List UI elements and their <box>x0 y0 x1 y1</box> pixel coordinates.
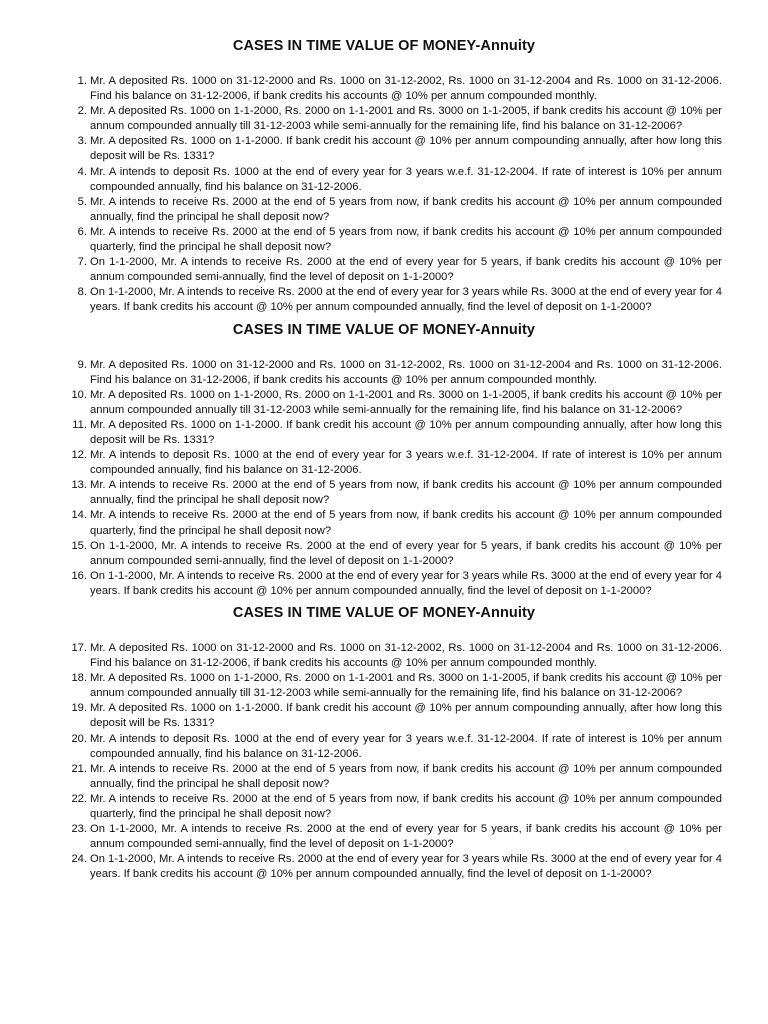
case-number: 3. <box>77 135 87 148</box>
case-item <box>46 671 722 701</box>
case-item <box>46 418 722 448</box>
case-item <box>46 641 722 671</box>
case-item <box>46 104 722 134</box>
case-text: Mr. A deposited Rs. 1000 on 31-12-2000 and Rs. 1000 on 31-12-2002, Rs. 1000 on 31-12-2004 and Rs. 1000 on 31-12-2006. Find his balance on 31-12-2006, if bank credits his accounts @ 10% per annum compounded monthly. <box>90 642 722 670</box>
case-text: Mr. A deposited Rs. 1000 on 31-12-2000 and Rs. 1000 on 31-12-2002, Rs. 1000 on 31-12-2004 and Rs. 1000 on 31-12-2006. Find his balance on 31-12-2006, if bank credits his accounts @ 10% per annum compounded monthly. <box>90 75 722 103</box>
case-number: 19. <box>71 702 87 715</box>
case-number: 15. <box>71 539 87 552</box>
case-text: On 1-1-2000, Mr. A intends to receive Rs. 2000 at the end of every year for 3 years while Rs. 3000 at the end of every year for 4 years. If bank credits his account @ 10% per annum compounded annually, find the level of deposit on 1-1-2000? <box>90 853 722 881</box>
case-number: 12. <box>71 449 87 462</box>
case-item <box>46 478 722 508</box>
case-number: 8. <box>77 286 87 299</box>
case-item <box>46 569 722 599</box>
case-text: On 1-1-2000, Mr. A intends to receive Rs. 2000 at the end of every year for 5 years, if bank credits his account @ 10% per annum compounded semi-annually, find the level of deposit on 1-1-2000? <box>90 539 722 567</box>
case-list <box>46 74 722 316</box>
case-item <box>46 165 722 195</box>
section-title: CASES IN TIME VALUE OF MONEY-Annuity <box>232 38 536 54</box>
case-item <box>46 358 722 388</box>
case-text: Mr. A intends to deposit Rs. 1000 at the end of every year for 3 years w.e.f. 31-12-2004. If rate of interest is 10% per annum compounded annually, find his balance on 31-12-2006. <box>90 165 722 193</box>
case-item <box>46 792 722 822</box>
case-text: Mr. A intends to deposit Rs. 1000 at the end of every year for 3 years w.e.f. 31-12-2004. If rate of interest is 10% per annum compounded annually, find his balance on 31-12-2006. <box>90 732 722 760</box>
case-text: Mr. A intends to receive Rs. 2000 at the end of 5 years from now, if bank credits his account @ 10% per annum compounded quarterly, find the principal he shall deposit now? <box>90 792 722 821</box>
case-item <box>46 852 722 882</box>
case-item <box>46 225 722 255</box>
case-text: Mr. A deposited Rs. 1000 on 1-1-2000, Rs. 2000 on 1-1-2001 and Rs. 3000 on 1-1-2005, if bank credits his account @ 10% per annum compounded annually till 31-12-2003 while semi-annually for the remaining life, find his balance on 31-12-2006? <box>90 105 722 133</box>
case-number: 14. <box>71 509 87 522</box>
case-section <box>46 38 722 316</box>
case-number: 1. <box>77 75 87 87</box>
case-number: 9. <box>77 358 87 371</box>
case-number: 16. <box>71 569 87 582</box>
section-title: CASES IN TIME VALUE OF MONEY-Annuity <box>232 605 536 621</box>
case-item <box>46 539 722 569</box>
case-number: 13. <box>71 479 87 492</box>
case-text: Mr. A deposited Rs. 1000 on 31-12-2000 and Rs. 1000 on 31-12-2002, Rs. 1000 on 31-12-2004 and Rs. 1000 on 31-12-2006. Find his balance on 31-12-2006, if bank credits his accounts @ 10% per annum compounded monthly. <box>90 358 722 386</box>
case-text: On 1-1-2000, Mr. A intends to receive Rs. 2000 at the end of every year for 5 years, if bank credits his account @ 10% per annum compounded semi-annually, find the level of deposit on 1-1-2000? <box>90 256 722 284</box>
case-item <box>46 195 722 225</box>
case-number: 22. <box>71 792 87 805</box>
case-text: Mr. A intends to deposit Rs. 1000 at the end of every year for 3 years w.e.f. 31-12-2004. If rate of interest is 10% per annum compounded annually, find his balance on 31-12-2006. <box>90 449 722 477</box>
case-number: 4. <box>77 165 87 178</box>
case-number: 11. <box>72 418 87 431</box>
case-text: Mr. A deposited Rs. 1000 on 1-1-2000, Rs. 2000 on 1-1-2001 and Rs. 3000 on 1-1-2005, if bank credits his account @ 10% per annum compounded annually till 31-12-2003 while semi-annually for the remaining life, find his balance on 31-12-2006? <box>90 672 722 700</box>
section-title: CASES IN TIME VALUE OF MONEY-Annuity <box>232 321 536 338</box>
case-list <box>46 641 722 883</box>
case-number: 20. <box>71 732 87 745</box>
case-list <box>46 358 722 600</box>
case-item <box>46 448 722 478</box>
case-number: 24. <box>71 853 87 866</box>
case-number: 7. <box>77 256 87 269</box>
case-text: Mr. A intends to receive Rs. 2000 at the end of 5 years from now, if bank credits his account @ 10% per annum compounded quarterly, find the principal he shall deposit now? <box>90 509 722 537</box>
case-item <box>46 255 722 285</box>
case-item <box>46 732 722 762</box>
case-text: On 1-1-2000, Mr. A intends to receive Rs. 2000 at the end of every year for 3 years while Rs. 3000 at the end of every year for 4 years. If bank credits his account @ 10% per annum compounded annually, find the level of deposit on 1-1-2000? <box>90 569 722 597</box>
case-text: Mr. A intends to receive Rs. 2000 at the end of 5 years from now, if bank credits his account @ 10% per annum compounded quarterly, find the principal he shall deposit now? <box>90 225 722 254</box>
case-item <box>46 508 722 538</box>
case-text: Mr. A deposited Rs. 1000 on 1-1-2000. If bank credit his account @ 10% per annum compounding annually, after how long this deposit will be Rs. 1331? <box>90 135 722 163</box>
case-text: Mr. A deposited Rs. 1000 on 1-1-2000. If bank credit his account @ 10% per annum compounding annually, after how long this deposit will be Rs. 1331? <box>90 418 722 446</box>
case-number: 21. <box>71 762 87 775</box>
case-item <box>46 822 722 852</box>
case-text: Mr. A deposited Rs. 1000 on 1-1-2000. If bank credit his account @ 10% per annum compounding annually, after how long this deposit will be Rs. 1331? <box>90 702 722 730</box>
case-number: 5. <box>77 195 87 208</box>
case-item <box>46 74 722 104</box>
case-item <box>46 762 722 792</box>
case-text: Mr. A intends to receive Rs. 2000 at the end of 5 years from now, if bank credits his account @ 10% per annum compounded annually, find the principal he shall deposit now? <box>90 195 722 223</box>
case-text: Mr. A deposited Rs. 1000 on 1-1-2000, Rs. 2000 on 1-1-2001 and Rs. 3000 on 1-1-2005, if bank credits his account @ 10% per annum compounded annually till 31-12-2003 while semi-annually for the remaining life, find his balance on 31-12-2006? <box>90 388 722 416</box>
case-text: On 1-1-2000, Mr. A intends to receive Rs. 2000 at the end of every year for 3 years while Rs. 3000 at the end of every year for 4 years. If bank credits his account @ 10% per annum compounded annually, find the level of deposit on 1-1-2000? <box>90 286 722 314</box>
case-number: 23. <box>71 823 87 836</box>
case-item <box>46 134 722 164</box>
case-item <box>46 285 722 315</box>
case-section <box>46 605 722 883</box>
case-number: 17. <box>71 642 87 654</box>
case-number: 2. <box>77 105 87 118</box>
case-item <box>46 388 722 418</box>
case-section <box>46 322 722 600</box>
case-number: 18. <box>71 672 87 685</box>
case-text: Mr. A intends to receive Rs. 2000 at the end of 5 years from now, if bank credits his account @ 10% per annum compounded annually, find the principal he shall deposit now? <box>90 479 722 507</box>
case-number: 6. <box>77 225 87 238</box>
case-text: On 1-1-2000, Mr. A intends to receive Rs. 2000 at the end of every year for 5 years, if bank credits his account @ 10% per annum compounded semi-annually, find the level of deposit on 1-1-2000? <box>90 823 722 851</box>
case-item <box>46 701 722 731</box>
case-text: Mr. A intends to receive Rs. 2000 at the end of 5 years from now, if bank credits his account @ 10% per annum compounded annually, find the principal he shall deposit now? <box>90 762 722 790</box>
case-number: 10. <box>71 388 87 401</box>
